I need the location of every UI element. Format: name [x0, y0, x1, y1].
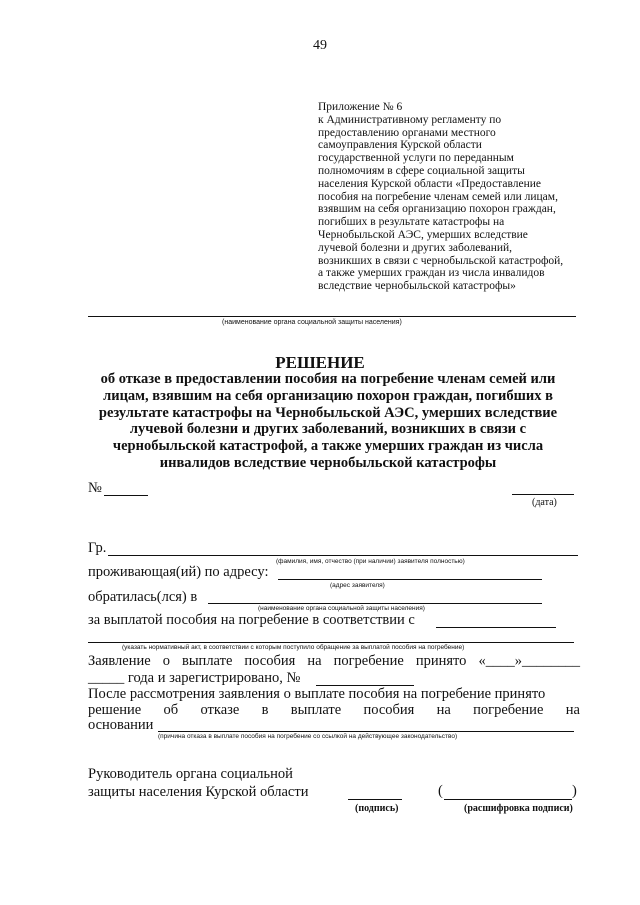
org-name-line: [88, 316, 576, 317]
word: на: [565, 702, 580, 718]
subtitle-line: инвалидов вследствие чернобыльской катастрофы: [159, 454, 497, 471]
refusal-reason-field[interactable]: [158, 731, 574, 732]
appendix-line: самоуправления Курской области: [318, 139, 482, 152]
subtitle-line: лучевой болезни и других заболеваний, возникших в связи с: [129, 421, 527, 438]
appendix-block: [318, 101, 578, 293]
word: погребение: [333, 653, 404, 669]
word: выплате: [181, 653, 233, 669]
appendix-line: Чернобыльской АЭС, умерших вследствие: [318, 228, 528, 241]
payment-label: за выплатой пособия на погребение в соответствии с: [88, 612, 415, 628]
signature-field[interactable]: [348, 799, 402, 800]
citizen-caption: (фамилия, имя, отчество (при наличии) заявителя полностью): [276, 558, 465, 565]
appendix-line: предоставлению органами местного: [318, 126, 496, 139]
signature-decode-field[interactable]: [444, 799, 572, 800]
appendix-line: а также умерших граждан из числа инвалидов: [318, 267, 545, 280]
subtitle-line: лицам, взявшим на себя организацию похорон граждан, погибших в: [103, 387, 553, 404]
head-title-line2: защиты населения Курской области: [88, 784, 309, 800]
application-accepted-line: [88, 653, 580, 670]
appendix-line: лучевой болезни и других заболеваний,: [318, 241, 513, 254]
decision-title: РЕШЕНИЕ: [275, 353, 365, 372]
act-caption: (указать нормативный акт, в соответствии с которым поступило обращение за выплатой пособия на погребение): [122, 644, 465, 651]
normative-act-field[interactable]: [88, 642, 574, 643]
appendix-line: полномочиям в сфере социальной защиты: [318, 164, 525, 177]
word: погребение: [473, 702, 544, 718]
appendix-line: к Административному регламенту по: [318, 113, 502, 126]
registered-text: _____ года и зарегистрировано, №: [88, 670, 301, 686]
word: на: [307, 653, 322, 669]
page-number: 49: [313, 38, 327, 53]
date-caption: (дата): [532, 497, 557, 508]
word: о: [162, 653, 170, 669]
date-field-line[interactable]: [512, 494, 574, 495]
address-field[interactable]: [278, 579, 542, 580]
payment-basis-field[interactable]: [436, 627, 556, 628]
citizen-label: Гр.: [88, 540, 107, 556]
decision-subtitle: [78, 371, 578, 472]
word: в: [261, 702, 269, 718]
number-label: №: [88, 480, 102, 496]
appendix-line: вследствие чернобыльской катастрофы»: [318, 280, 516, 293]
word: об: [163, 702, 179, 718]
word: выплате: [290, 702, 342, 718]
close-paren: ): [572, 783, 577, 799]
review-text: После рассмотрения заявления о выплате пособия на погребение принято: [88, 686, 546, 702]
word: пособия: [363, 702, 415, 718]
word: пособия: [244, 653, 296, 669]
subtitle-line: чернобыльской катастрофой, а также умерших граждан из числа: [112, 438, 544, 455]
applied-label: обратилась(лся) в: [88, 589, 198, 605]
word: на: [436, 702, 451, 718]
signature-caption: (подпись): [355, 803, 399, 814]
appendix-line: государственной услуги по переданным: [318, 152, 514, 165]
subtitle-line: результате катастрофы на Чернобыльской АЭС, умерших вследствие: [98, 404, 558, 421]
basis-label: основании: [88, 717, 154, 733]
org-caption: (наименование органа социальной защиты населения): [222, 319, 402, 326]
appendix-line: взявшим на себя организацию похорон граждан,: [318, 203, 556, 216]
number-field-line[interactable]: [104, 495, 148, 496]
appendix-line: пособия на погребение членам семей или лицам,: [318, 190, 558, 203]
basis-caption: (причина отказа в выплате пособия на погребение со ссылкой на действующее законодательство): [158, 733, 458, 740]
word: отказе: [200, 702, 240, 718]
appendix-line: населения Курской области «Предоставление: [318, 177, 541, 190]
appendix-line: погибших в результате катастрофы на: [318, 216, 505, 229]
applied-caption: (наименование органа социальной защиты населения): [258, 605, 425, 612]
word: Заявление: [88, 653, 151, 669]
open-paren: (: [438, 783, 443, 799]
decode-caption: (расшифровка подписи): [464, 803, 573, 814]
word: принято: [415, 653, 467, 669]
appendix-line: возникших в связи с чернобыльской катастрофой,: [318, 254, 564, 267]
appendix-line: Приложение № 6: [318, 101, 403, 113]
address-caption: (адрес заявителя): [330, 582, 385, 589]
applied-org-field[interactable]: [208, 603, 542, 604]
word: решение: [88, 702, 142, 718]
subtitle-line: об отказе в предоставлении пособия на погребение членам семей или: [100, 371, 556, 387]
decision-line: [88, 702, 580, 719]
head-title-line1: Руководитель органа социальной: [88, 766, 293, 782]
address-label: проживающая(ий) по адресу:: [88, 564, 269, 580]
accepted-date-field[interactable]: «____»________: [478, 653, 580, 669]
citizen-name-field[interactable]: [108, 555, 578, 556]
